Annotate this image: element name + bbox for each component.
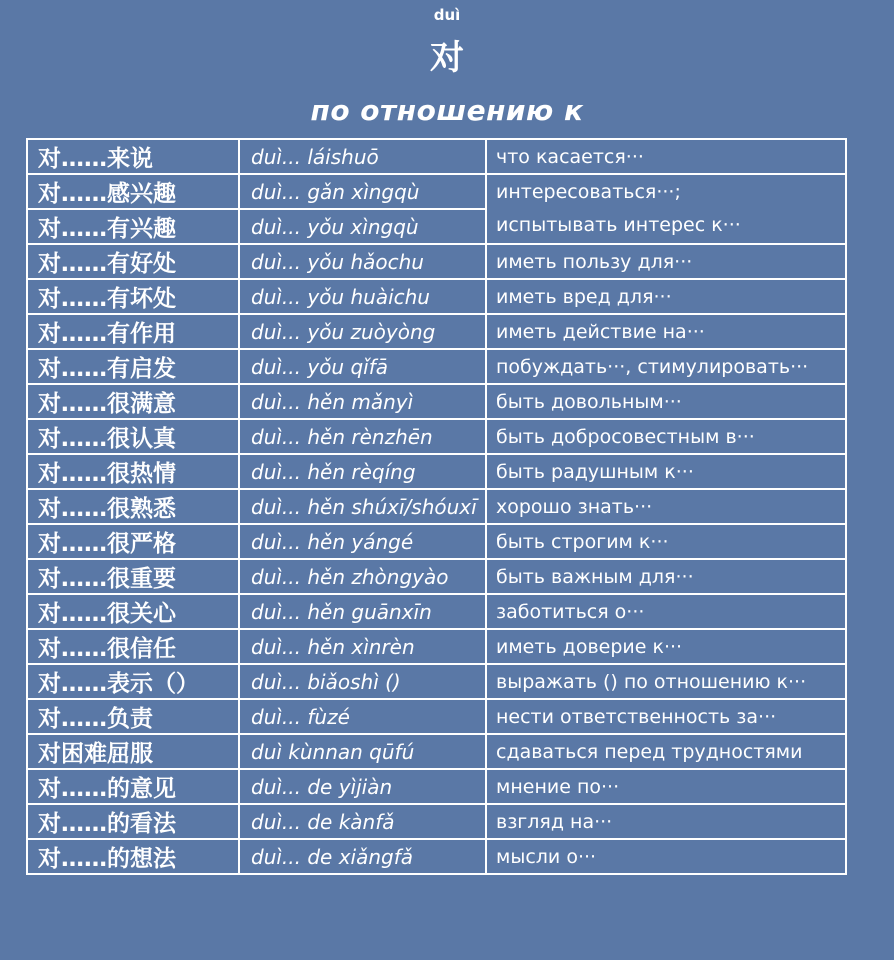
russian-cell: быть важным для··· [486, 559, 846, 594]
chinese-cell: 对……的意见 [27, 769, 239, 804]
russian-cell: мнение по··· [486, 769, 846, 804]
russian-cell: заботиться о··· [486, 594, 846, 629]
table-row [27, 804, 846, 839]
pinyin-cell: duì... yǒu zuòyòng [239, 314, 486, 349]
pinyin-cell: duì... gǎn xìngqù [239, 174, 486, 209]
pinyin-cell: duì... hěn mǎnyì [239, 384, 486, 419]
russian-cell: взгляд на··· [486, 804, 846, 839]
table-row [27, 244, 846, 279]
russian-cell: сдаваться перед трудностями [486, 734, 846, 769]
chinese-cell: 对……很热情 [27, 454, 239, 489]
table-row [27, 839, 846, 874]
table-row [27, 174, 846, 209]
russian-cell: иметь доверие к··· [486, 629, 846, 664]
pinyin-cell: duì... de xiǎngfǎ [239, 839, 486, 874]
chinese-cell: 对……来说 [27, 139, 239, 174]
table-row [27, 629, 846, 664]
page-title: по отношению к [310, 94, 584, 127]
russian-cell: побуждать···, стимулировать··· [486, 349, 846, 384]
chinese-cell: 对……很信任 [27, 629, 239, 664]
table-row [27, 559, 846, 594]
russian-cell: иметь вред для··· [486, 279, 846, 314]
chinese-cell: 对……很关心 [27, 594, 239, 629]
russian-cell: хорошо знать··· [486, 489, 846, 524]
pinyin-cell: duì... hěn shúxī/shóuxī [239, 489, 486, 524]
table-row [27, 349, 846, 384]
chinese-cell: 对……很严格 [27, 524, 239, 559]
table-row [27, 279, 846, 314]
russian-cell: быть строгим к··· [486, 524, 846, 559]
heading-pinyin: duì [433, 6, 461, 24]
pinyin-cell: duì... láishuō [239, 139, 486, 174]
russian-cell-merged [486, 174, 846, 244]
pinyin-cell: duì... hěn rènzhēn [239, 419, 486, 454]
chinese-cell: 对……感兴趣 [27, 174, 239, 209]
russian-cell: что касается··· [486, 139, 846, 174]
pinyin-cell: duì... hěn yángé [239, 524, 486, 559]
pinyin-cell: duì kùnnan qūfú [239, 734, 486, 769]
chinese-cell: 对……有好处 [27, 244, 239, 279]
russian-cell: быть радушным к··· [486, 454, 846, 489]
pinyin-cell: duì... hěn guānxīn [239, 594, 486, 629]
table-row [27, 699, 846, 734]
table-row [27, 734, 846, 769]
table-row [27, 664, 846, 699]
pinyin-cell: duì... de kànfǎ [239, 804, 486, 839]
pinyin-cell: duì... yǒu hǎochu [239, 244, 486, 279]
pinyin-cell: duì... de yìjiàn [239, 769, 486, 804]
russian-cell: иметь действие на··· [486, 314, 846, 349]
pinyin-cell: duì... fùzé [239, 699, 486, 734]
russian-cell: выражать () по отношению к··· [486, 664, 846, 699]
table-row [27, 594, 846, 629]
chinese-cell: 对……的看法 [27, 804, 239, 839]
russian-cell: мысли о··· [486, 839, 846, 874]
chinese-cell: 对……的想法 [27, 839, 239, 874]
pinyin-cell: duì... hěn zhòngyào [239, 559, 486, 594]
russian-line: интересоваться···; [496, 181, 681, 203]
chinese-cell: 对……有坏处 [27, 279, 239, 314]
pinyin-cell: duì... biǎoshì () [239, 664, 486, 699]
table-row [27, 769, 846, 804]
russian-cell: иметь пользу для··· [486, 244, 846, 279]
table-row [27, 489, 846, 524]
chinese-cell: 对……很认真 [27, 419, 239, 454]
pinyin-cell: duì... hěn rèqíng [239, 454, 486, 489]
chinese-cell: 对……有作用 [27, 314, 239, 349]
russian-cell: быть довольным··· [486, 384, 846, 419]
chinese-cell: 对……有兴趣 [27, 209, 239, 244]
chinese-cell: 对……很重要 [27, 559, 239, 594]
russian-cell: нести ответственность за··· [486, 699, 846, 734]
pinyin-cell: duì... yǒu qǐfā [239, 349, 486, 384]
table-row [27, 419, 846, 454]
chinese-cell: 对……很熟悉 [27, 489, 239, 524]
chinese-cell: 对……很满意 [27, 384, 239, 419]
table-row [27, 524, 846, 559]
pinyin-cell: duì... yǒu xìngqù [239, 209, 486, 244]
table-row [27, 454, 846, 489]
chinese-cell: 对……有启发 [27, 349, 239, 384]
pinyin-cell: duì... yǒu huàichu [239, 279, 486, 314]
russian-cell: быть добросовестным в··· [486, 419, 846, 454]
phrase-table [26, 138, 847, 875]
table-row [27, 314, 846, 349]
table-row [27, 139, 846, 174]
chinese-cell: 对困难屈服 [27, 734, 239, 769]
russian-line: испытывать интерес к··· [496, 214, 741, 236]
heading-character: 对 [430, 38, 464, 78]
table-row [27, 384, 846, 419]
chinese-cell: 对……负责 [27, 699, 239, 734]
chinese-cell: 对……表示（） [27, 664, 239, 699]
pinyin-cell: duì... hěn xìnrèn [239, 629, 486, 664]
